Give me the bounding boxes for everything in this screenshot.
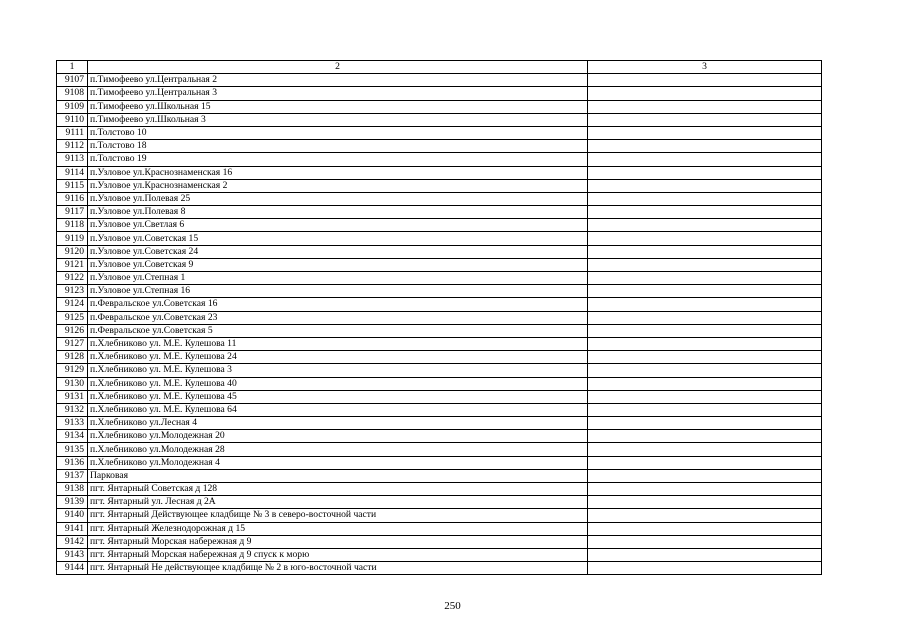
address-cell: пгт. Янтарный Советская д 128 (88, 483, 588, 496)
row-number-cell: 9122 (57, 272, 88, 285)
note-cell (588, 337, 822, 350)
table-row (57, 298, 822, 311)
note-cell (588, 140, 822, 153)
address-cell: п.Хлебниково ул.Молодежная 20 (88, 430, 588, 443)
note-cell (588, 324, 822, 337)
address-cell: пгт. Янтарный Морская набережная д 9 (88, 535, 588, 548)
table-row (57, 377, 822, 390)
table-row (57, 153, 822, 166)
address-cell: п.Узловое ул.Полевая 25 (88, 192, 588, 205)
row-number-cell: 9123 (57, 285, 88, 298)
address-cell: п.Февральское ул.Советская 23 (88, 311, 588, 324)
row-number-cell: 9128 (57, 351, 88, 364)
row-number-cell: 9126 (57, 324, 88, 337)
row-number-cell: 9137 (57, 469, 88, 482)
note-cell (588, 522, 822, 535)
note-cell (588, 496, 822, 509)
row-number-cell: 9116 (57, 192, 88, 205)
note-cell (588, 113, 822, 126)
table-row (57, 219, 822, 232)
note-cell (588, 562, 822, 575)
table-row (57, 232, 822, 245)
address-cell: п.Узловое ул.Краснознаменская 16 (88, 166, 588, 179)
table-row (57, 272, 822, 285)
row-number-cell: 9114 (57, 166, 88, 179)
address-cell: п.Тимофеево ул.Школьная 15 (88, 100, 588, 113)
note-cell (588, 509, 822, 522)
table-row (57, 364, 822, 377)
address-cell: п.Узловое ул.Краснознаменская 2 (88, 179, 588, 192)
row-number-cell: 9136 (57, 456, 88, 469)
table-row (57, 522, 822, 535)
row-number-cell: 9133 (57, 417, 88, 430)
note-cell (588, 351, 822, 364)
row-number-cell: 9141 (57, 522, 88, 535)
row-number-cell: 9121 (57, 258, 88, 271)
table-row (57, 390, 822, 403)
note-cell (588, 74, 822, 87)
address-cell: п.Хлебниково ул. М.Е. Кулешова 64 (88, 403, 588, 416)
table-row (57, 258, 822, 271)
table-row (57, 562, 822, 575)
address-cell: п.Хлебниково ул. М.Е. Кулешова 40 (88, 377, 588, 390)
note-cell (588, 258, 822, 271)
header-col-3: 3 (588, 61, 822, 74)
address-table-body (57, 61, 822, 575)
table-row (57, 74, 822, 87)
address-cell: п.Узловое ул.Советская 15 (88, 232, 588, 245)
table-row (57, 87, 822, 100)
address-cell: п.Узловое ул.Советская 24 (88, 245, 588, 258)
note-cell (588, 390, 822, 403)
table-row (57, 113, 822, 126)
row-number-cell: 9110 (57, 113, 88, 126)
address-cell: п.Узловое ул.Светлая 6 (88, 219, 588, 232)
table-header-row (57, 61, 822, 74)
table-row (57, 140, 822, 153)
note-cell (588, 126, 822, 139)
address-cell: п.Хлебниково ул.Молодежная 4 (88, 456, 588, 469)
row-number-cell: 9111 (57, 126, 88, 139)
table-row (57, 179, 822, 192)
note-cell (588, 285, 822, 298)
row-number-cell: 9124 (57, 298, 88, 311)
row-number-cell: 9139 (57, 496, 88, 509)
address-cell: п.Февральское ул.Советская 16 (88, 298, 588, 311)
table-row (57, 535, 822, 548)
note-cell (588, 298, 822, 311)
address-cell: п.Февральское ул.Советская 5 (88, 324, 588, 337)
note-cell (588, 364, 822, 377)
row-number-cell: 9109 (57, 100, 88, 113)
note-cell (588, 403, 822, 416)
address-cell: п.Узловое ул.Степная 1 (88, 272, 588, 285)
note-cell (588, 100, 822, 113)
row-number-cell: 9135 (57, 443, 88, 456)
address-cell: п.Хлебниково ул. М.Е. Кулешова 3 (88, 364, 588, 377)
address-cell: п.Толстово 19 (88, 153, 588, 166)
note-cell (588, 430, 822, 443)
table-row (57, 126, 822, 139)
address-cell: пгт. Янтарный Действующее кладбище № 3 в северо-восточной части (88, 509, 588, 522)
page-number: 250 (444, 600, 461, 612)
note-cell (588, 245, 822, 258)
row-number-cell: 9118 (57, 219, 88, 232)
address-cell: п.Узловое ул.Степная 16 (88, 285, 588, 298)
table-row (57, 496, 822, 509)
address-cell: п.Толстово 10 (88, 126, 588, 139)
address-cell: п.Хлебниково ул.Молодежная 28 (88, 443, 588, 456)
table-row (57, 443, 822, 456)
row-number-cell: 9119 (57, 232, 88, 245)
address-cell: п.Толстово 18 (88, 140, 588, 153)
row-number-cell: 9138 (57, 483, 88, 496)
note-cell (588, 179, 822, 192)
row-number-cell: 9108 (57, 87, 88, 100)
table-row (57, 483, 822, 496)
row-number-cell: 9113 (57, 153, 88, 166)
note-cell (588, 456, 822, 469)
row-number-cell: 9125 (57, 311, 88, 324)
note-cell (588, 548, 822, 561)
note-cell (588, 417, 822, 430)
table-row (57, 403, 822, 416)
row-number-cell: 9142 (57, 535, 88, 548)
table-row (57, 509, 822, 522)
table-row (57, 245, 822, 258)
address-cell: п.Узловое ул.Полевая 8 (88, 206, 588, 219)
note-cell (588, 87, 822, 100)
row-number-cell: 9144 (57, 562, 88, 575)
table-row (57, 192, 822, 205)
address-cell: пгт. Янтарный Не действующее кладбище № 2 в юго-восточной части (88, 562, 588, 575)
address-cell: п.Тимофеево ул.Центральная 2 (88, 74, 588, 87)
row-number-cell: 9107 (57, 74, 88, 87)
address-cell: п.Хлебниково ул. М.Е. Кулешова 11 (88, 337, 588, 350)
note-cell (588, 483, 822, 496)
row-number-cell: 9115 (57, 179, 88, 192)
row-number-cell: 9112 (57, 140, 88, 153)
row-number-cell: 9134 (57, 430, 88, 443)
address-cell: п.Тимофеево ул.Школьная 3 (88, 113, 588, 126)
note-cell (588, 377, 822, 390)
table-row (57, 324, 822, 337)
table-row (57, 469, 822, 482)
address-cell: пгт. Янтарный Железнодорожная д 15 (88, 522, 588, 535)
table-row (57, 285, 822, 298)
row-number-cell: 9131 (57, 390, 88, 403)
row-number-cell: 9143 (57, 548, 88, 561)
note-cell (588, 153, 822, 166)
header-col-1: 1 (57, 61, 88, 74)
row-number-cell: 9130 (57, 377, 88, 390)
address-cell: п.Хлебниково ул. М.Е. Кулешова 45 (88, 390, 588, 403)
row-number-cell: 9129 (57, 364, 88, 377)
table-row (57, 548, 822, 561)
note-cell (588, 219, 822, 232)
row-number-cell: 9117 (57, 206, 88, 219)
address-cell: пгт. Янтарный Морская набережная д 9 спуск к морю (88, 548, 588, 561)
table-row (57, 351, 822, 364)
table-row (57, 311, 822, 324)
row-number-cell: 9127 (57, 337, 88, 350)
table-row (57, 417, 822, 430)
table-row (57, 166, 822, 179)
row-number-cell: 9120 (57, 245, 88, 258)
note-cell (588, 272, 822, 285)
table-row (57, 206, 822, 219)
note-cell (588, 469, 822, 482)
header-col-2: 2 (88, 61, 588, 74)
table-row (57, 100, 822, 113)
table-row (57, 430, 822, 443)
note-cell (588, 232, 822, 245)
row-number-cell: 9132 (57, 403, 88, 416)
table-row (57, 456, 822, 469)
address-cell: пгт. Янтарный ул. Лесная д 2А (88, 496, 588, 509)
note-cell (588, 535, 822, 548)
address-cell: п.Узловое ул.Советская 9 (88, 258, 588, 271)
address-table (56, 60, 822, 575)
row-number-cell: 9140 (57, 509, 88, 522)
address-cell: п.Хлебниково ул. М.Е. Кулешова 24 (88, 351, 588, 364)
note-cell (588, 192, 822, 205)
table-row (57, 337, 822, 350)
note-cell (588, 206, 822, 219)
address-cell: Парковая (88, 469, 588, 482)
note-cell (588, 166, 822, 179)
address-cell: п.Хлебниково ул.Лесная 4 (88, 417, 588, 430)
note-cell (588, 311, 822, 324)
address-cell: п.Тимофеево ул.Центральная 3 (88, 87, 588, 100)
note-cell (588, 443, 822, 456)
